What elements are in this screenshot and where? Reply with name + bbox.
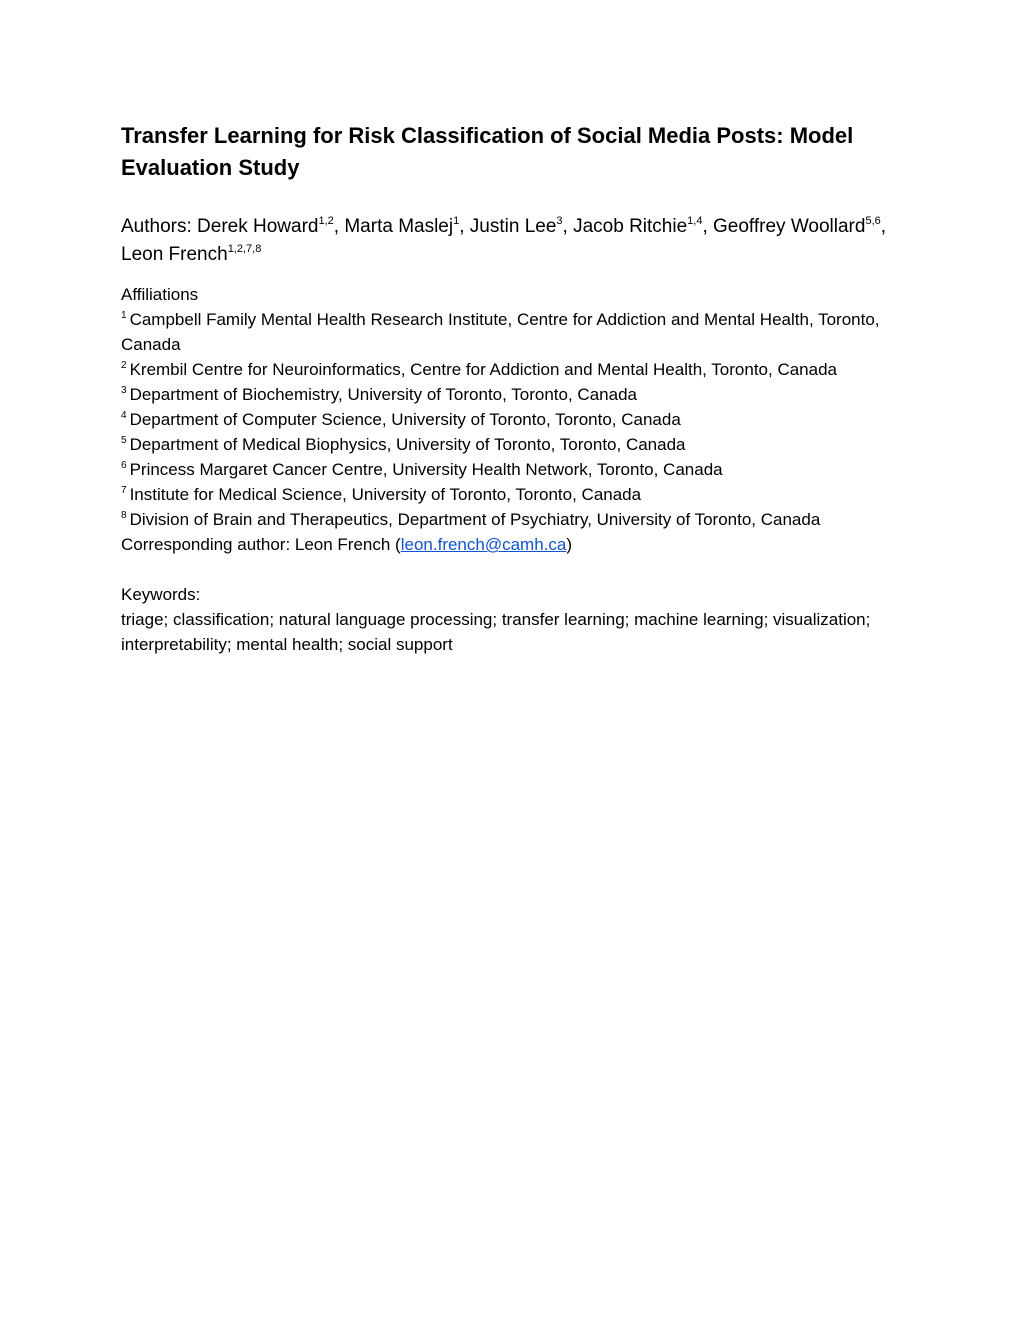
paper-page	[121, 120, 921, 657]
corresponding-email-link[interactable]: leon.french@camh.ca	[400, 535, 567, 554]
affiliation-item: $^1$ Campbell Family Mental Health Research Institute, Centre for Addiction and Mental Health, Toronto, Canada	[121, 310, 880, 354]
corresponding-author: Corresponding author: Leon French (leon.french@camh.ca)	[121, 535, 573, 554]
author: Marta Maslej$^1$,	[344, 215, 470, 237]
affiliation-item: $^2$ Krembil Centre for Neuroinformatics, Centre for Addiction and Mental Health, Toronto, Canada	[121, 360, 837, 379]
keywords-section	[121, 582, 921, 657]
authors-line	[121, 213, 921, 269]
author-list	[121, 216, 886, 265]
affiliation-item: $^7$ Institute for Medical Science, University of Toronto, Toronto, Canada	[121, 485, 642, 504]
author: Geoffrey Woollard$^{5,6}$,	[713, 215, 887, 237]
author: Justin Lee$^3$,	[469, 215, 574, 237]
affiliations-section	[121, 282, 921, 557]
keywords-heading: Keywords:	[121, 585, 201, 604]
affiliations-heading: Affiliations	[121, 285, 199, 304]
affiliation-item: $^3$ Department of Biochemistry, University of Toronto, Toronto, Canada	[121, 385, 637, 404]
affiliation-item: $^4$ Department of Computer Science, University of Toronto, Toronto, Canada	[121, 410, 681, 429]
author: Leon French$^{1,2,7,8}$	[121, 243, 262, 265]
authors-label: Authors:	[121, 216, 192, 237]
paper-title: Transfer Learning for Risk Classification of Social Media Posts: Model Evaluation Study	[121, 123, 854, 180]
keywords-text: triage; classification; natural language processing; transfer learning; machine learning; visualization; interpretability; mental health; social support	[121, 610, 871, 654]
affiliation-item: $^8$ Division of Brain and Therapeutics, Department of Psychiatry, University of Toronto, Canada	[121, 510, 821, 529]
author: Jacob Ritchie$^{1,4}$,	[573, 215, 714, 237]
affiliation-item: $^6$ Princess Margaret Cancer Centre, University Health Network, Toronto, Canada	[121, 460, 723, 479]
author: Derek Howard$^{1,2}$,	[197, 215, 345, 237]
affiliation-item: $^5$ Department of Medical Biophysics, University of Toronto, Toronto, Canada	[121, 435, 686, 454]
